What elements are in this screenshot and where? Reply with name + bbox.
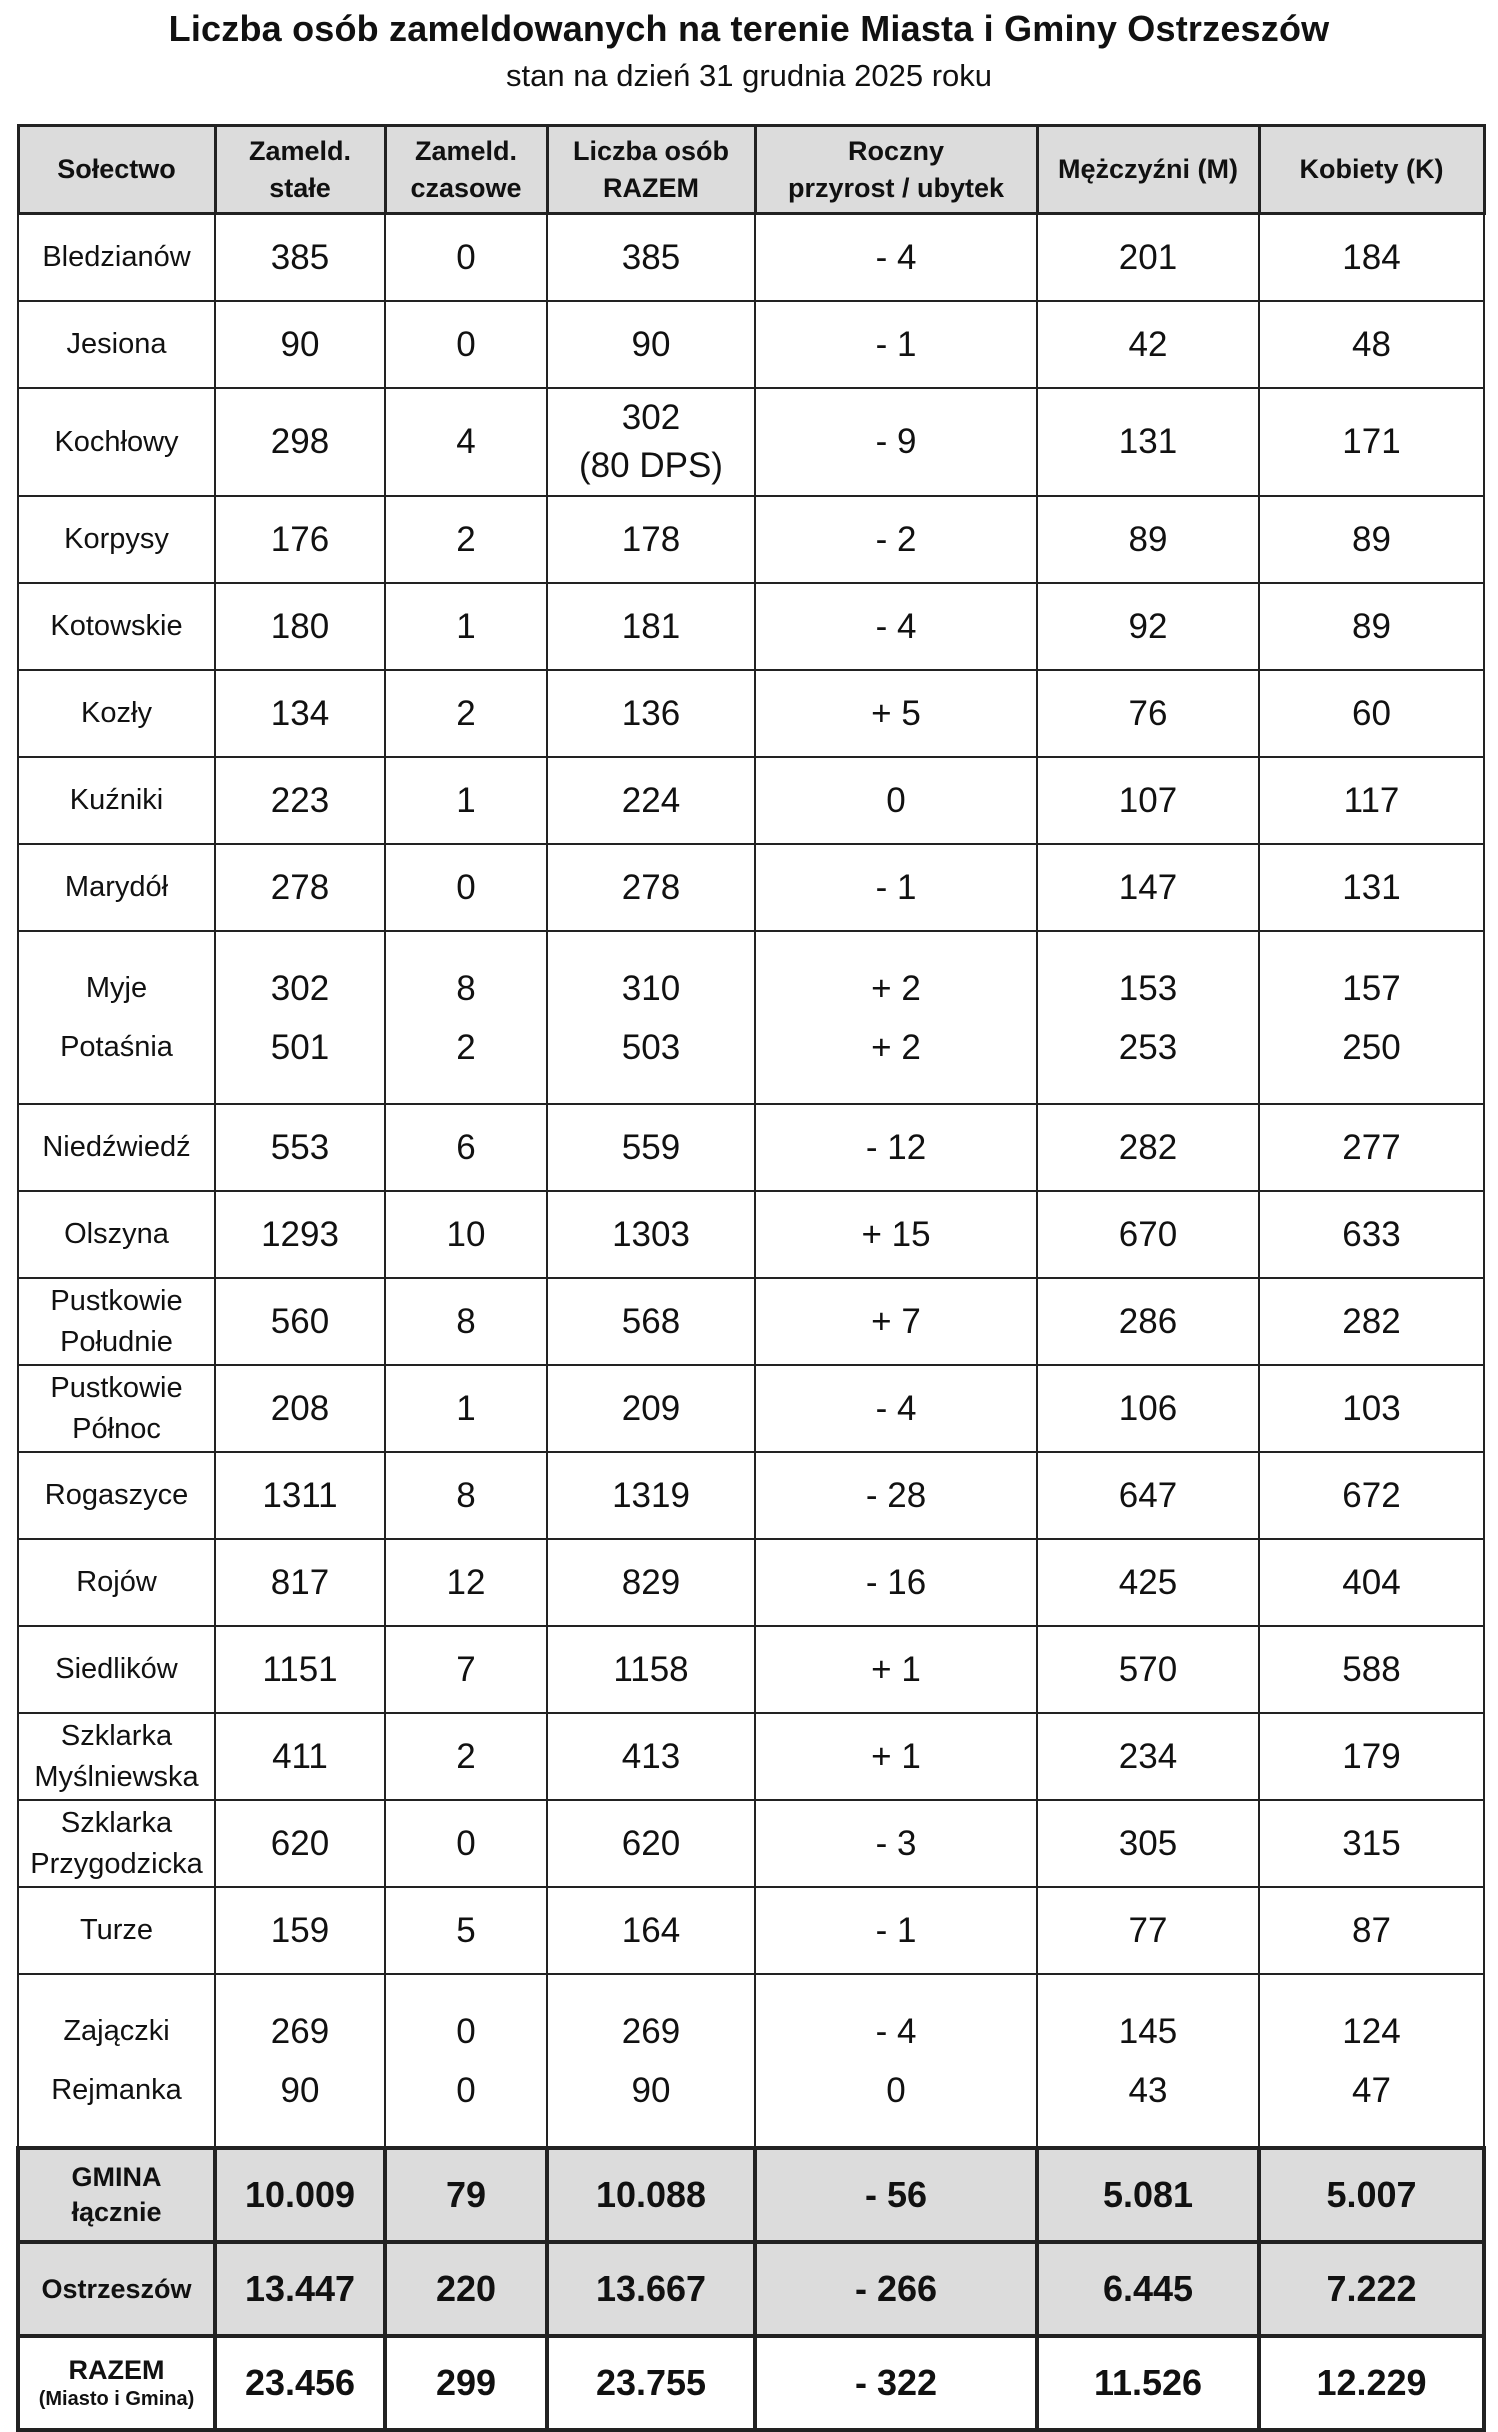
cell-k: 282: [1259, 1278, 1484, 1365]
cell-k: 157 250: [1259, 931, 1484, 1104]
cell-k: 404: [1259, 1539, 1484, 1626]
cell-przyrost: + 5: [755, 670, 1037, 757]
cell-przyrost: - 4: [755, 583, 1037, 670]
table-row: [18, 1365, 1484, 1452]
cell-razem: 181: [547, 583, 755, 670]
cell-czasowe: 5: [385, 1887, 547, 1974]
cell-m: 145 43: [1037, 1974, 1259, 2148]
table-row: [18, 388, 1484, 496]
cell-solectwo: Olszyna: [18, 1191, 215, 1278]
cell-czasowe: 8: [385, 1278, 547, 1365]
cell-stale: 817: [215, 1539, 385, 1626]
table-row: [18, 1104, 1484, 1191]
cell-razem: 90: [547, 301, 755, 388]
table-row: [18, 583, 1484, 670]
cell-razem: 164: [547, 1887, 755, 1974]
cell-czasowe: 1: [385, 757, 547, 844]
cell-solectwo: Bledzianów: [18, 214, 215, 302]
cell-razem: 413: [547, 1713, 755, 1800]
cell-m: 153 253: [1037, 931, 1259, 1104]
cell-razem: 310 503: [547, 931, 755, 1104]
cell-czasowe: 12: [385, 1539, 547, 1626]
cell-k: 588: [1259, 1626, 1484, 1713]
table-row: [18, 1191, 1484, 1278]
table-row: [18, 1539, 1484, 1626]
cell-razem: 1319: [547, 1452, 755, 1539]
cell-czasowe: 220: [385, 2242, 547, 2336]
cell-m: 6.445: [1037, 2242, 1259, 2336]
cell-czasowe: 0: [385, 1800, 547, 1887]
cell-stale: 1151: [215, 1626, 385, 1713]
cell-czasowe: 0: [385, 301, 547, 388]
cell-czasowe: 1: [385, 583, 547, 670]
cell-k: 60: [1259, 670, 1484, 757]
cell-razem: 209: [547, 1365, 755, 1452]
cell-k: 48: [1259, 301, 1484, 388]
dps-note: (80 DPS): [579, 446, 723, 485]
cell-m: 106: [1037, 1365, 1259, 1452]
cell-m: 570: [1037, 1626, 1259, 1713]
page-subtitle: stan na dzień 31 grudnia 2025 roku: [505, 58, 993, 93]
cell-razem: 559: [547, 1104, 755, 1191]
cell-m: 131: [1037, 388, 1259, 496]
cell-m: 286: [1037, 1278, 1259, 1365]
table-row: [18, 931, 1484, 1104]
cell-razem: 136: [547, 670, 755, 757]
table-row: [18, 496, 1484, 583]
cell-m: 5.081: [1037, 2148, 1259, 2242]
cell-razem: 385: [547, 214, 755, 302]
table-row: [18, 757, 1484, 844]
cell-stale: 302 501: [215, 931, 385, 1104]
cell-razem: 23.755: [547, 2336, 755, 2430]
cell-przyrost: - 28: [755, 1452, 1037, 1539]
cell-stale: 176: [215, 496, 385, 583]
cell-m: 107: [1037, 757, 1259, 844]
table-row: [18, 301, 1484, 388]
cell-m: 77: [1037, 1887, 1259, 1974]
cell-m: 147: [1037, 844, 1259, 931]
table-row: [18, 1800, 1484, 1887]
cell-k: 179: [1259, 1713, 1484, 1800]
cell-solectwo: Zajączki Rejmanka: [18, 1974, 215, 2148]
gmina-total-row: [18, 2148, 1484, 2242]
cell-stale: 620: [215, 1800, 385, 1887]
cell-solectwo: Marydół: [18, 844, 215, 931]
cell-razem: 178: [547, 496, 755, 583]
cell-solectwo: Myje Potaśnia: [18, 931, 215, 1104]
cell-razem: 13.667: [547, 2242, 755, 2336]
cell-k: 103: [1259, 1365, 1484, 1452]
header-przyrost: Roczny przyrost / ubytek: [755, 126, 1037, 214]
cell-k: 87: [1259, 1887, 1484, 1974]
table-row: [18, 1452, 1484, 1539]
cell-przyrost: - 4: [755, 214, 1037, 302]
cell-k: 89: [1259, 496, 1484, 583]
cell-stale: 90: [215, 301, 385, 388]
table-row: [18, 1278, 1484, 1365]
cell-stale: 560: [215, 1278, 385, 1365]
cell-m: 89: [1037, 496, 1259, 583]
cell-czasowe: 79: [385, 2148, 547, 2242]
table-row: [18, 1887, 1484, 1974]
cell-czasowe: 4: [385, 388, 547, 496]
cell-przyrost: - 16: [755, 1539, 1037, 1626]
table-row: [18, 214, 1484, 302]
header-mezczyzni: Mężczyźni (M): [1037, 126, 1259, 214]
cell-k: 7.222: [1259, 2242, 1484, 2336]
cell-czasowe: 8 2: [385, 931, 547, 1104]
cell-przyrost: + 1: [755, 1713, 1037, 1800]
cell-solectwo: Pustkowie Południe: [18, 1278, 215, 1365]
cell-solectwo: Korpysy: [18, 496, 215, 583]
cell-przyrost: - 56: [755, 2148, 1037, 2242]
cell-k: 131: [1259, 844, 1484, 931]
cell-czasowe: 7: [385, 1626, 547, 1713]
header-kobiety: Kobiety (K): [1259, 126, 1484, 214]
cell-solectwo: Kozły: [18, 670, 215, 757]
cell-czasowe: 6: [385, 1104, 547, 1191]
header-solectwo: Sołectwo: [18, 126, 215, 214]
cell-solectwo: Ostrzeszów: [18, 2242, 215, 2336]
cell-czasowe: 2: [385, 1713, 547, 1800]
cell-przyrost: + 15: [755, 1191, 1037, 1278]
cell-przyrost: - 4: [755, 1365, 1037, 1452]
cell-k: 89: [1259, 583, 1484, 670]
cell-k: 124 47: [1259, 1974, 1484, 2148]
header-zameld-czasowe: Zameld. czasowe: [385, 126, 547, 214]
population-table: [16, 124, 1486, 2432]
cell-razem: 1303: [547, 1191, 755, 1278]
cell-razem: 302 (80 DPS): [547, 388, 755, 496]
cell-przyrost: - 2: [755, 496, 1037, 583]
cell-k: 277: [1259, 1104, 1484, 1191]
cell-m: 425: [1037, 1539, 1259, 1626]
cell-stale: 23.456: [215, 2336, 385, 2430]
cell-m: 234: [1037, 1713, 1259, 1800]
cell-solectwo: Kochłowy: [18, 388, 215, 496]
cell-razem: 278: [547, 844, 755, 931]
cell-m: 42: [1037, 301, 1259, 388]
cell-przyrost: - 12: [755, 1104, 1037, 1191]
cell-solectwo: Rojów: [18, 1539, 215, 1626]
cell-k: 633: [1259, 1191, 1484, 1278]
cell-przyrost: - 9: [755, 388, 1037, 496]
cell-przyrost: 0: [755, 757, 1037, 844]
cell-czasowe: 1: [385, 1365, 547, 1452]
cell-k: 5.007: [1259, 2148, 1484, 2242]
cell-razem: 620: [547, 1800, 755, 1887]
cell-solectwo: Szklarka Przygodzicka: [18, 1800, 215, 1887]
cell-m: 647: [1037, 1452, 1259, 1539]
cell-m: 11.526: [1037, 2336, 1259, 2430]
cell-stale: 1311: [215, 1452, 385, 1539]
table-header-row: [18, 126, 1484, 214]
cell-stale: 134: [215, 670, 385, 757]
cell-razem: 224: [547, 757, 755, 844]
cell-solectwo: GMINA łącznie: [18, 2148, 215, 2242]
table-row: [18, 670, 1484, 757]
cell-k: 12.229: [1259, 2336, 1484, 2430]
cell-stale: 385: [215, 214, 385, 302]
cell-solectwo: Kotowskie: [18, 583, 215, 670]
header-zameld-stale: Zameld. stałe: [215, 126, 385, 214]
cell-razem: 568: [547, 1278, 755, 1365]
cell-solectwo: Rogaszyce: [18, 1452, 215, 1539]
cell-razem: 269 90: [547, 1974, 755, 2148]
cell-czasowe: 10: [385, 1191, 547, 1278]
cell-przyrost: - 3: [755, 1800, 1037, 1887]
cell-stale: 411: [215, 1713, 385, 1800]
cell-stale: 208: [215, 1365, 385, 1452]
cell-k: 672: [1259, 1452, 1484, 1539]
cell-stale: 553: [215, 1104, 385, 1191]
cell-k: 315: [1259, 1800, 1484, 1887]
cell-czasowe: 0 0: [385, 1974, 547, 2148]
cell-razem: 1158: [547, 1626, 755, 1713]
cell-przyrost: + 7: [755, 1278, 1037, 1365]
cell-m: 76: [1037, 670, 1259, 757]
cell-solectwo: Kuźniki: [18, 757, 215, 844]
cell-stale: 1293: [215, 1191, 385, 1278]
cell-razem: 829: [547, 1539, 755, 1626]
page-title: Liczba osób zameldowanych na terenie Miasta i Gminy Ostrzeszów: [168, 8, 1330, 49]
cell-stale: 278: [215, 844, 385, 931]
cell-przyrost: - 1: [755, 301, 1037, 388]
miasto-total-row: [18, 2242, 1484, 2336]
cell-przyrost: - 1: [755, 1887, 1037, 1974]
cell-czasowe: 2: [385, 670, 547, 757]
cell-stale: 180: [215, 583, 385, 670]
grand-total-row: [18, 2336, 1484, 2430]
cell-przyrost: + 2 + 2: [755, 931, 1037, 1104]
cell-solectwo: Niedźwiedź: [18, 1104, 215, 1191]
cell-razem: 10.088: [547, 2148, 755, 2242]
cell-czasowe: 0: [385, 844, 547, 931]
header-liczba-razem: Liczba osób RAZEM: [547, 126, 755, 214]
cell-stale: 10.009: [215, 2148, 385, 2242]
cell-przyrost: - 1: [755, 844, 1037, 931]
cell-solectwo: RAZEM (Miasto i Gmina): [18, 2336, 215, 2430]
cell-m: 92: [1037, 583, 1259, 670]
cell-czasowe: 2: [385, 496, 547, 583]
cell-m: 282: [1037, 1104, 1259, 1191]
cell-solectwo: Pustkowie Północ: [18, 1365, 215, 1452]
cell-przyrost: - 322: [755, 2336, 1037, 2430]
cell-stale: 159: [215, 1887, 385, 1974]
cell-czasowe: 0: [385, 214, 547, 302]
table-row: [18, 1974, 1484, 2148]
cell-m: 201: [1037, 214, 1259, 302]
cell-czasowe: 299: [385, 2336, 547, 2430]
table-row: [18, 1713, 1484, 1800]
cell-k: 171: [1259, 388, 1484, 496]
cell-stale: 13.447: [215, 2242, 385, 2336]
cell-przyrost: - 4 0: [755, 1974, 1037, 2148]
cell-stale: 269 90: [215, 1974, 385, 2148]
cell-k: 184: [1259, 214, 1484, 302]
cell-stale: 223: [215, 757, 385, 844]
cell-m: 670: [1037, 1191, 1259, 1278]
cell-m: 305: [1037, 1800, 1259, 1887]
cell-przyrost: - 266: [755, 2242, 1037, 2336]
cell-k: 117: [1259, 757, 1484, 844]
cell-solectwo: Siedlików: [18, 1626, 215, 1713]
cell-czasowe: 8: [385, 1452, 547, 1539]
cell-przyrost: + 1: [755, 1626, 1037, 1713]
cell-solectwo: Turze: [18, 1887, 215, 1974]
table-row: [18, 844, 1484, 931]
cell-solectwo: Szklarka Myślniewska: [18, 1713, 215, 1800]
cell-solectwo: Jesiona: [18, 301, 215, 388]
cell-stale: 298: [215, 388, 385, 496]
table-row: [18, 1626, 1484, 1713]
